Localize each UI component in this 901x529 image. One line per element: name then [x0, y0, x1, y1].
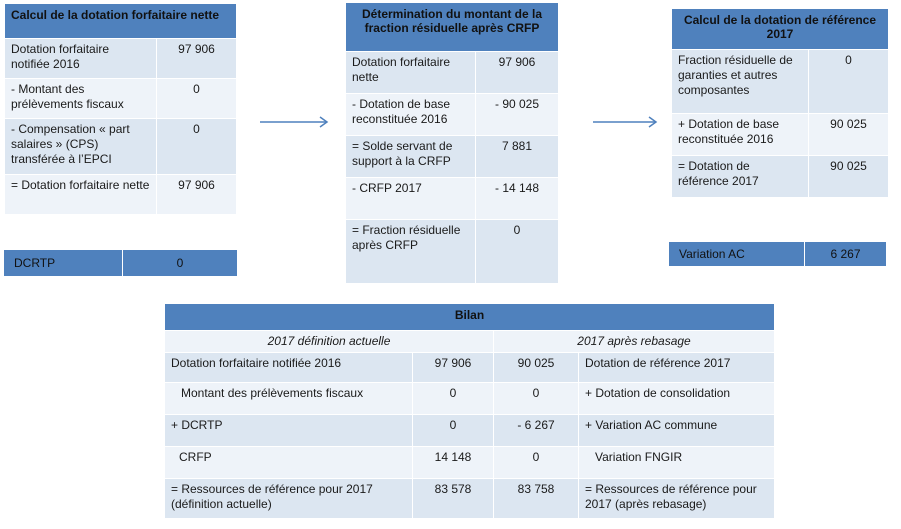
table3-row-label: Fraction résiduelle de garanties et autres composantes: [672, 50, 809, 114]
table3-row-value: 90 025: [809, 156, 889, 198]
table-bilan: [164, 303, 774, 519]
table3-row-value: 0: [809, 50, 889, 114]
bilan-left-value: 97 906: [413, 353, 494, 383]
bilan-right-value: 0: [494, 383, 579, 415]
table2-row-label: - CRFP 2017: [346, 178, 476, 220]
right-arrow-icon: [592, 115, 660, 129]
table1-row-value: 0: [157, 119, 237, 175]
bilan-right-value: 90 025: [494, 353, 579, 383]
bilan-right-value: 0: [494, 447, 579, 479]
table1-row-value: 97 906: [157, 175, 237, 215]
table3-row-label: = Dotation de référence 2017: [672, 156, 809, 198]
table2-row-value: 0: [476, 220, 559, 284]
table1-title: Calcul de la dotation forfaitaire nette: [5, 4, 237, 39]
table3-row-label: + Dotation de base reconstituée 2016: [672, 114, 809, 156]
table1-row-value: 97 906: [157, 39, 237, 79]
table2-row-label: = Solde servant de support à la CRFP: [346, 136, 476, 178]
variation-ac-value: 6 267: [830, 247, 861, 261]
table2-row-label: Dotation forfaitaire nette: [346, 52, 476, 94]
table1-row-label: - Compensation « part salaires » (CPS) transférée à l’EPCI: [5, 119, 157, 175]
bilan-right-header: 2017 après rebasage: [494, 331, 775, 353]
bilan-right-label: Dotation de référence 2017: [579, 353, 775, 383]
table2-row-value: - 14 148: [476, 178, 559, 220]
bilan-title: Bilan: [165, 304, 775, 331]
bilan-left-label: = Ressources de référence pour 2017 (définition actuelle): [165, 479, 413, 519]
bilan-right-value: 83 758: [494, 479, 579, 519]
table2-title: Détermination du montant de la fraction résiduelle après CRFP: [346, 3, 559, 52]
bilan-left-value: 0: [413, 415, 494, 447]
dcrtp-value: 0: [176, 256, 184, 270]
table3-title: Calcul de la dotation de référence 2017: [672, 9, 889, 50]
dcrtp-bar: [4, 250, 237, 276]
bilan-left-value: 83 578: [413, 479, 494, 519]
variation-ac-bar: [669, 242, 886, 266]
bilan-right-label: = Ressources de référence pour 2017 (après rebasage): [579, 479, 775, 519]
table-dotation-reference: [671, 8, 888, 198]
bilan-right-label: Variation FNGIR: [579, 447, 775, 479]
table-fraction-residuelle: [345, 2, 558, 284]
bilan-left-value: 14 148: [413, 447, 494, 479]
variation-ac-label: Variation AC: [669, 242, 805, 266]
bilan-left-label: + DCRTP: [165, 415, 413, 447]
table1-row-label: Dotation forfaitaire notifiée 2016: [5, 39, 157, 79]
table-dotation-forfaitaire-nette: [4, 3, 236, 215]
table2-row-value: - 90 025: [476, 94, 559, 136]
bilan-left-value: 0: [413, 383, 494, 415]
dcrtp-label: DCRTP: [4, 250, 123, 276]
table2-row-label: = Fraction résiduelle après CRFP: [346, 220, 476, 284]
bilan-right-value: - 6 267: [494, 415, 579, 447]
bilan-left-header: 2017 définition actuelle: [165, 331, 494, 353]
table2-row-value: 97 906: [476, 52, 559, 94]
table1-row-label: - Montant des prélèvements fiscaux: [5, 79, 157, 119]
table1-row-value: 0: [157, 79, 237, 119]
bilan-left-label: Dotation forfaitaire notifiée 2016: [165, 353, 413, 383]
right-arrow-icon: [259, 115, 331, 129]
table2-row-label: - Dotation de base reconstituée 2016: [346, 94, 476, 136]
bilan-left-label: Montant des prélèvements fiscaux: [165, 383, 413, 415]
table2-row-value: 7 881: [476, 136, 559, 178]
table1-row-label: = Dotation forfaitaire nette: [5, 175, 157, 215]
bilan-right-label: + Variation AC commune: [579, 415, 775, 447]
bilan-right-label: + Dotation de consolidation: [579, 383, 775, 415]
table3-row-value: 90 025: [809, 114, 889, 156]
bilan-left-label: CRFP: [165, 447, 413, 479]
